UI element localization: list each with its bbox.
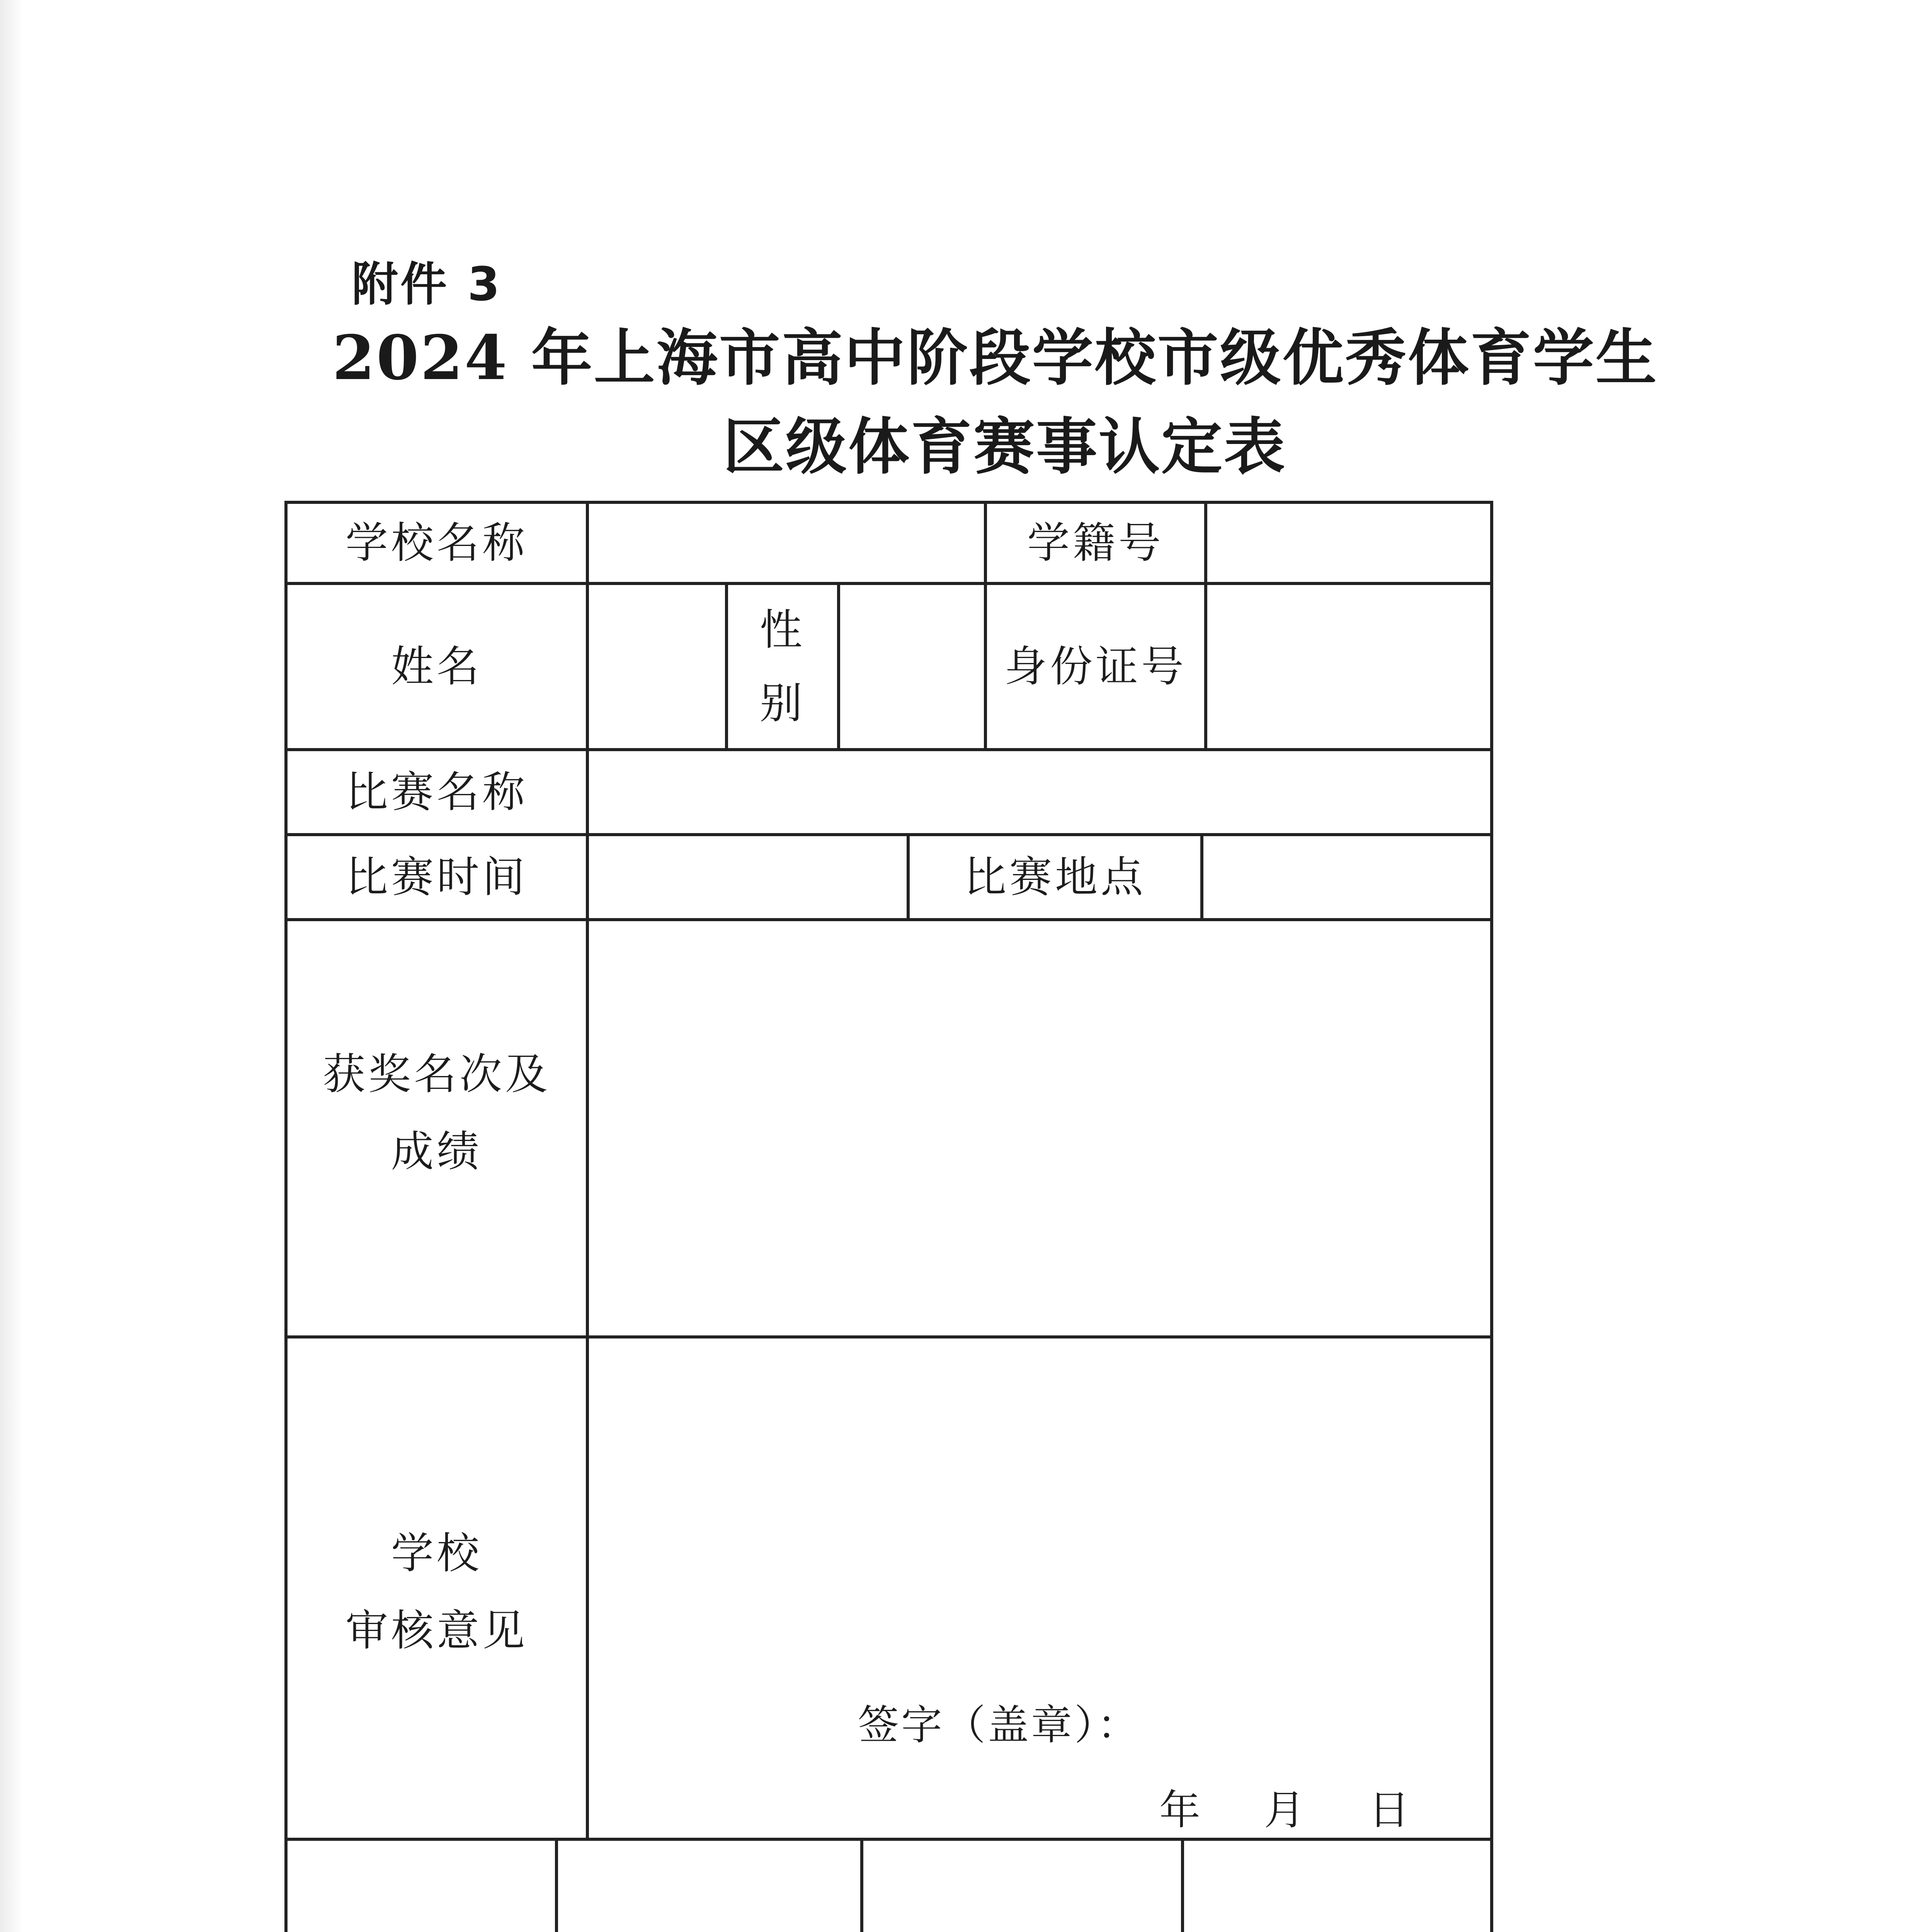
school-review-field[interactable] (589, 1338, 1490, 1838)
competition-place-field[interactable] (1203, 836, 1490, 918)
district-edu-review-field[interactable] (558, 1841, 860, 1932)
competition-name-field[interactable] (589, 751, 1490, 833)
competition-time-field[interactable] (589, 836, 907, 918)
competition-time-label: 比赛时间 (345, 852, 528, 902)
competition-name-label: 比赛名称 (345, 767, 528, 817)
gender-label-bottom: 别 (760, 678, 805, 728)
school-date-label: 年 月 日 (1159, 1786, 1412, 1834)
school-name-field[interactable] (589, 504, 984, 582)
award-label-line1: 获奖名次及 (323, 1049, 551, 1099)
competition-place-label: 比赛地点 (964, 852, 1146, 902)
award-label-line2: 成绩 (391, 1126, 482, 1176)
student-id-label: 学籍号 (1027, 518, 1164, 568)
name-label: 姓名 (391, 641, 482, 691)
award-result-field[interactable] (589, 921, 1490, 1335)
school-review-line1: 学校 (391, 1528, 482, 1578)
document-title: 2024 年上海市高中阶段学校市级优秀体育学生 (332, 322, 1658, 394)
attachment-label: 附件 3 (352, 258, 502, 311)
school-name-label: 学校名称 (345, 518, 528, 568)
id-number-label: 身份证号 (1004, 641, 1187, 691)
district-edu-label-line1 (286, 1924, 556, 1932)
id-number-field[interactable] (1207, 585, 1490, 748)
gender-field[interactable] (840, 585, 984, 748)
name-field[interactable] (589, 585, 725, 748)
district-sport-review-field[interactable] (1184, 1841, 1490, 1932)
school-signature-label: 签字（盖章）： (858, 1701, 1140, 1749)
student-id-field[interactable] (1207, 504, 1490, 582)
school-review-line2: 审核意见 (345, 1605, 528, 1655)
document-subtitle: 区级体育赛事认定表 (723, 411, 1286, 483)
gender-label-top: 性 (760, 605, 805, 655)
